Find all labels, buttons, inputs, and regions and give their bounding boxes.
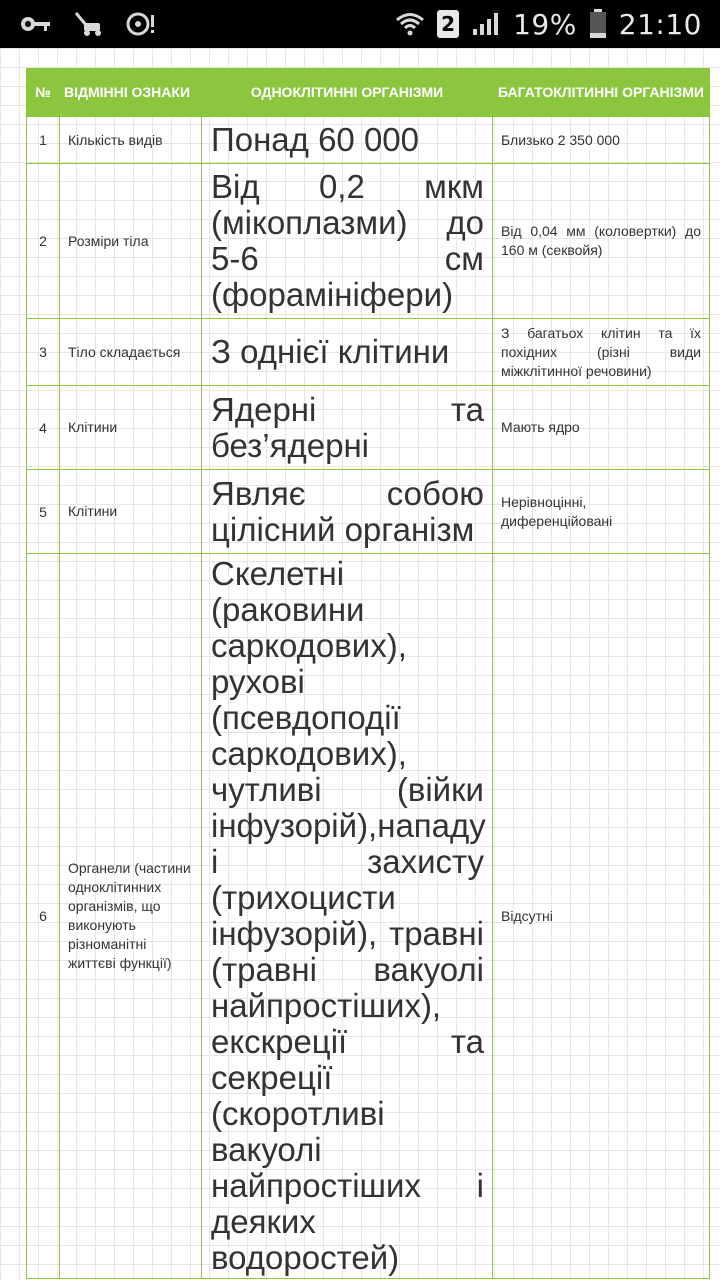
table-row <box>27 386 710 470</box>
table-row <box>27 117 710 164</box>
row-num: 1 <box>27 117 60 164</box>
row-feature: Розміри тіла <box>60 164 202 319</box>
status-bar <box>0 0 720 48</box>
row-feature: Тіло складається <box>60 319 202 386</box>
row-multicellular: Від 0,04 мм (коловертки) до 160 м (секвойя) <box>493 164 710 319</box>
table-row <box>27 319 710 386</box>
row-num: 6 <box>27 554 60 1279</box>
row-num: 4 <box>27 386 60 470</box>
row-feature: Клітини <box>60 386 202 470</box>
row-unicellular: Являє собою цілісний організм <box>202 470 493 554</box>
table-row <box>27 164 710 319</box>
row-feature: Клітини <box>60 470 202 554</box>
key-icon <box>20 14 52 34</box>
table-header-row <box>27 69 710 117</box>
row-num: 3 <box>27 319 60 386</box>
row-unicellular: Ядерні та без’ядерні <box>202 386 493 470</box>
row-multicellular: Відсутні <box>493 554 710 1279</box>
row-feature: Органели (частини одноклітинних організмів, що виконують різноманітні життєві функції) <box>60 554 202 1279</box>
row-unicellular: Скелетні (раковини саркодових), рухові (псевдоподії саркодових), чутливі (війки інфузорій),нападу і захисту (трихоцисти інфузорій), травні (травні вакуолі найпростіших), екскреції та секреції (скоротливі вакуолі найпростіших і деяких водоростей) <box>202 554 493 1279</box>
header-num: № <box>27 69 60 117</box>
row-unicellular: Від 0,2 мкм (мікоплазми) до 5-6 см (форамініфери) <box>202 164 493 319</box>
row-num: 2 <box>27 164 60 319</box>
sim-badge: 2 <box>437 10 459 38</box>
comparison-table <box>26 68 710 1279</box>
clock: 21:10 <box>618 7 702 41</box>
row-multicellular: Близько 2 350 000 <box>493 117 710 164</box>
battery-percent: 19% <box>513 7 577 41</box>
row-num: 5 <box>27 470 60 554</box>
system-indicators <box>383 8 702 41</box>
battery-icon <box>589 9 607 39</box>
signal-icon <box>471 11 501 37</box>
notification-icons <box>20 11 178 37</box>
row-multicellular: Нерівноцінні, диференційовані <box>493 470 710 554</box>
row-unicellular: З однієї клітини <box>202 319 493 386</box>
header-feature: ВІДМІННІ ОЗНАКИ <box>60 69 202 117</box>
row-multicellular: Мають ядро <box>493 386 710 470</box>
mower-icon <box>74 11 104 37</box>
header-multicellular: БАГАТОКЛІТИННІ ОРГАНІЗМИ <box>493 69 710 117</box>
row-unicellular: Понад 60 000 <box>202 117 493 164</box>
row-multicellular: З багатьох клітин та їх похідних (різні види міжклітинної речовини) <box>493 319 710 386</box>
page-content <box>0 48 720 1280</box>
media-sync-icon <box>126 11 156 37</box>
table-row <box>27 470 710 554</box>
header-unicellular: ОДНОКЛІТИННІ ОРГАНІЗМИ <box>202 69 493 117</box>
table-row <box>27 554 710 1279</box>
row-feature: Кількість видів <box>60 117 202 164</box>
wifi-icon <box>395 11 425 37</box>
